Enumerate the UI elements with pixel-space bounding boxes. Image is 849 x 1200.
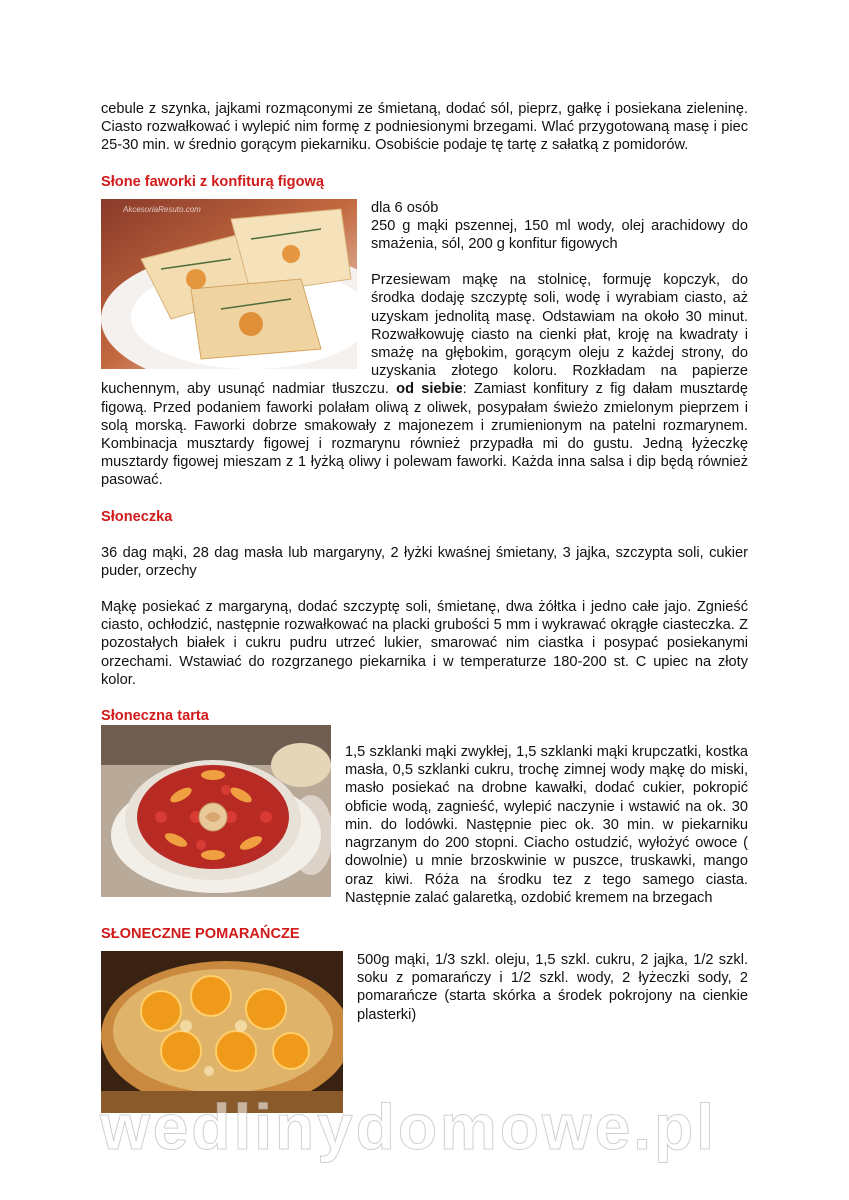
faworki-ingredients: 250 g mąki pszennej, 150 ml wody, olej arachidowy do smażenia, sól, 200 g konfitur figowych [371,217,748,253]
recipe-title-sloneczka: Słoneczka [101,508,173,525]
faworki-photo [101,199,357,369]
image-watermark-caption: AkcesoriaResuto.com [123,204,201,214]
intro-paragraph: cebule z szynka, jajkami rozmąconymi ze śmietaną, dodać sól, pieprz, gałkę i posiekana zieleninę. Ciasto rozwałkować i wylepić nim formę z podniesionymi brzegami. Wlać przygotowaną masę i piec 25-30 min. w średnio gorącym piekarniku. Osobiście podaje tę tartę z sałatką z pomidorów. [101,101,748,154]
tarta-photo [101,725,331,897]
recipe-title-tarta: Słoneczna tarta [101,708,209,725]
own-note-label: od siebie [396,381,463,398]
tarta-text: 1,5 szklanki mąki zwykłej, 1,5 szklanki mąki krupczatki, kostka masła, 0,5 szklanki cukru, trochę zimnej wody mąkę do miski, masło posiekać na drobne kawałki, dodać cukier, pokropić obficie wodą, zagnieść, wylepić naczynie i wstawić na ok. 30 min. do lodówki. Następnie piec ok. 30 min. w piekarniku nagrzanym do 200 stopni. Ciacho ostudzić, wyłożyć owoce ( dowolnie) u mnie brzoskwinie w puszce, truskawki, mango oraz kiwi. Róża na środku tez z tego samego ciasta. Następnie zalać galaretką, ozdobić kremem na brzegach [345,744,748,906]
faworki-own-note: : Zamiast konfitury z fig dałam musztardę figową. Przed podaniem faworki polałam oliwą z oliwek, posypałam świeżo zmielonym pieprzem i solą morską. Faworki dobrze smakowały z majonezem i zrumienionym na patelni rozmarynem. Kombinacja musztardy figowej i rozmarynu również przypadła mi do gustu. Jedną łyżeczkę musztardy figowej mieszam z 1 łyżką oliwy i polewam faworki. Każda inna salsa i dip będą również pasować. [101,381,748,489]
sloneczka-ingredients: 36 dag mąki, 28 dag masła lub margaryny, 2 łyżki kwaśnej śmietany, 3 jajka, szczypta soli, cukier puder, orzechy [101,544,748,579]
faworki-servings: dla 6 osób [371,199,439,216]
pomarancze-photo [101,951,343,1113]
site-watermark: wedlinydomowe.pl [100,1091,717,1163]
sloneczka-method: Mąkę posiekać z margaryną, dodać szczyptę soli, śmietanę, dwa żółtka i jedno całe jajo. Zgnieść ciasto, ochłodzić, następnie rozwałkować na placki grubości 5 mm i wykrawać okrągłe ciasteczka. Z pozostałych białek i cukru pudru utrzeć lukier, smarować nim ciastka i posypać posiekanymi orzechami. Wstawiać do rozgrzanego piekarnika i w temperaturze 180-200 st. C upiec na złoty kolor. [101,599,748,688]
document-page [101,100,748,1115]
pomarancze-ingredients: 500g mąki, 1/3 szkl. oleju, 1,5 szkl. cukru, 2 jajka, 1/2 szkl. soku z pomarańczy i 1/2 szkl. wody, 2 łyżeczki sody, 2 pomarańcze (starta skórka a środek pokrojony na cienkie plasterki) [357,951,748,1023]
faworki-method-text: Przesiewam mąkę na stolnicę, formuję kopczyk, do środka dodaję szczyptę soli, wodę i wyrabiam ciasto, aż uzyskam jednolitą masę. Odstawiam na około 30 minut. Rozwałkowuję ciasto na cienki płat, kroję na kwadraty i smażę na głębokim, gorącym oleju z każdej strony, do uzyskania złotego koloru. Rozkładam na papierze kuchennym, aby usunąć nadmiar tłuszczu. [101,272,748,398]
recipe-title-pomarancze: SŁONECZNE POMARAŃCZE [101,925,300,942]
recipe-title-faworki: Słone faworki z konfiturą figową [101,173,324,190]
